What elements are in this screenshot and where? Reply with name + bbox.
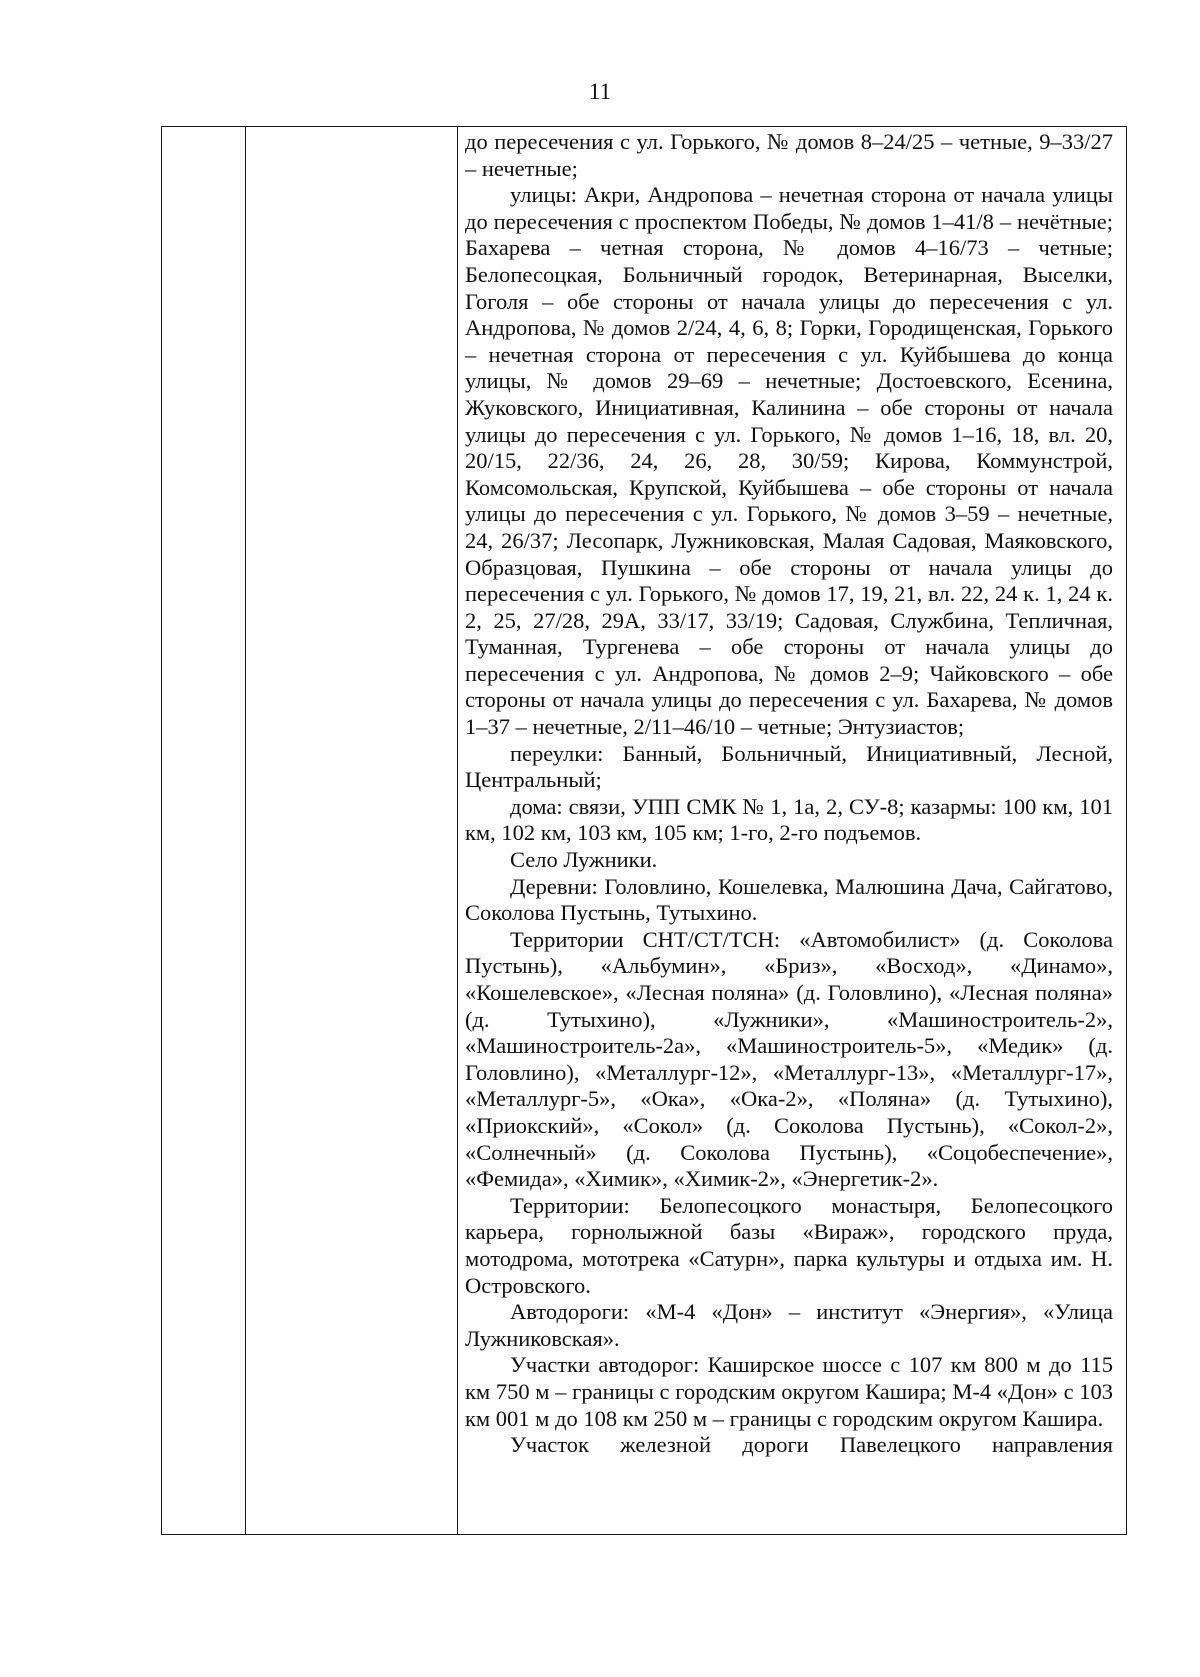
paragraph-road-sections: Участки автодорог: Каширское шоссе с 107 км 800 м до 115 км 750 м – границы с городским округом Кашира; М-4 «Дон» с 103 км 001 м до 108 км 250 м – границы с городским округом Кашира. — [465, 1352, 1113, 1431]
paragraph-snt-territories: Территории СНТ/СТ/ТСН: «Автомобилист» (д. Соколова Пустынь), «Альбумин», «Бриз», «Восход», «Динамо», «Кошелевское», «Лесная поляна» (д. Головлино), «Лесная поляна» (д. Тутыхино), «Лужники», «Машиностроитель-2», «Машиностроитель-2а», «Машиностроитель-5», «Медик» (д. Головлино), «Металлург-12», «Металлург-13», «Металлург-17», «Металлург-5», «Ока», «Ока-2», «Поляна» (д. Тутыхино), «Приокский», «Сокол» (д. Соколова Пустынь), «Сокол-2», «Солнечный» (д. Соколова Пустынь), «Соцобеспечение», «Фемида», «Химик», «Химик-2», «Энергетик-2». — [465, 926, 1113, 1192]
paragraph-roads: Автодороги: «М-4 «Дон» – институт «Энергия», «Улица Лужниковская». — [465, 1299, 1113, 1351]
paragraph-territories: Территории: Белопесоцкого монастыря, Белопесоцкого карьера, горнолыжной базы «Вираж», городского пруда, мотодрома, мототрека «Сатурн», парка культуры и отдыха им. Н. Островского. — [465, 1192, 1113, 1298]
table-cell-description — [465, 129, 1113, 1459]
page-number: 11 — [588, 79, 612, 104]
column-divider — [457, 127, 458, 1534]
paragraph-streets: улицы: Акри, Андропова – нечетная сторона от начала улицы до пересечения с проспектом Победы, № домов 1–41/8 – нечётные; Бахарева – четная сторона, № домов 4–16/73 – четные; Белопесоцкая, Больничный городок, Ветеринарная, Выселки, Гоголя – обе стороны от начала улицы до пересечения с ул. Андропова, № домов 2/24, 4, 6, 8; Горки, Городищенская, Горького – нечетная сторона от пересечения с ул. Куйбышева до конца улицы, № домов 29–69 – нечетные; Достоевского, Есенина, Жуковского, Инициативная, Калинина – обе стороны от начала улицы до пересечения с ул. Горького, № домов 1–16, 18, вл. 20, 20/15, 22/36, 24, 26, 28, 30/59; Кирова, Коммунстрой, Комсомольская, Крупской, Куйбышева – обе стороны от начала улицы до пересечения с ул. Горького, № домов 3–59 – нечетные, 24, 26/37; Лесопарк, Лужниковская, Малая Садовая, Маяковского, Образцовая, Пушкина – обе стороны от начала улицы до пересечения с ул. Горького, № домов 17, 19, 21, вл. 22, 24 к. 1, 24 к. 2, 25, 27/28, 29А, 33/17, 33/19; Садовая, Службина, Тепличная, Туманная, Тургенева – обе стороны от начала улицы до пересечения с ул. Андропова, № домов 2–9; Чайковского – обе стороны от начала улицы до пересечения с ул. Бахарева, № домов 1–37 – нечетные, 2/11–46/10 – четные; Энтузиастов; — [465, 182, 1113, 740]
paragraph-houses: дома: связи, УПП СМК № 1, 1а, 2, СУ-8; казармы: 100 км, 101 км, 102 км, 103 км, 105 км; 1-го, 2-го подъемов. — [465, 793, 1113, 846]
document-table — [161, 126, 1127, 1535]
paragraph-village: Село Лужники. — [510, 847, 658, 873]
paragraph-lanes: переулки: Банный, Больничный, Инициативный, Лесной, Центральный; — [465, 740, 1113, 793]
column-divider — [245, 127, 246, 1534]
paragraph-hamlets: Деревни: Головлино, Кошелевка, Малюшина Дача, Сайгатово, Соколова Пустынь, Тутыхино. — [465, 873, 1113, 926]
paragraph-railway: Участок железной дороги Павелецкого направления — [510, 1432, 1113, 1458]
paragraph-continuation: до пересечения с ул. Горького, № домов 8–24/25 – четные, 9–33/27 – нечетные; — [465, 129, 1113, 181]
